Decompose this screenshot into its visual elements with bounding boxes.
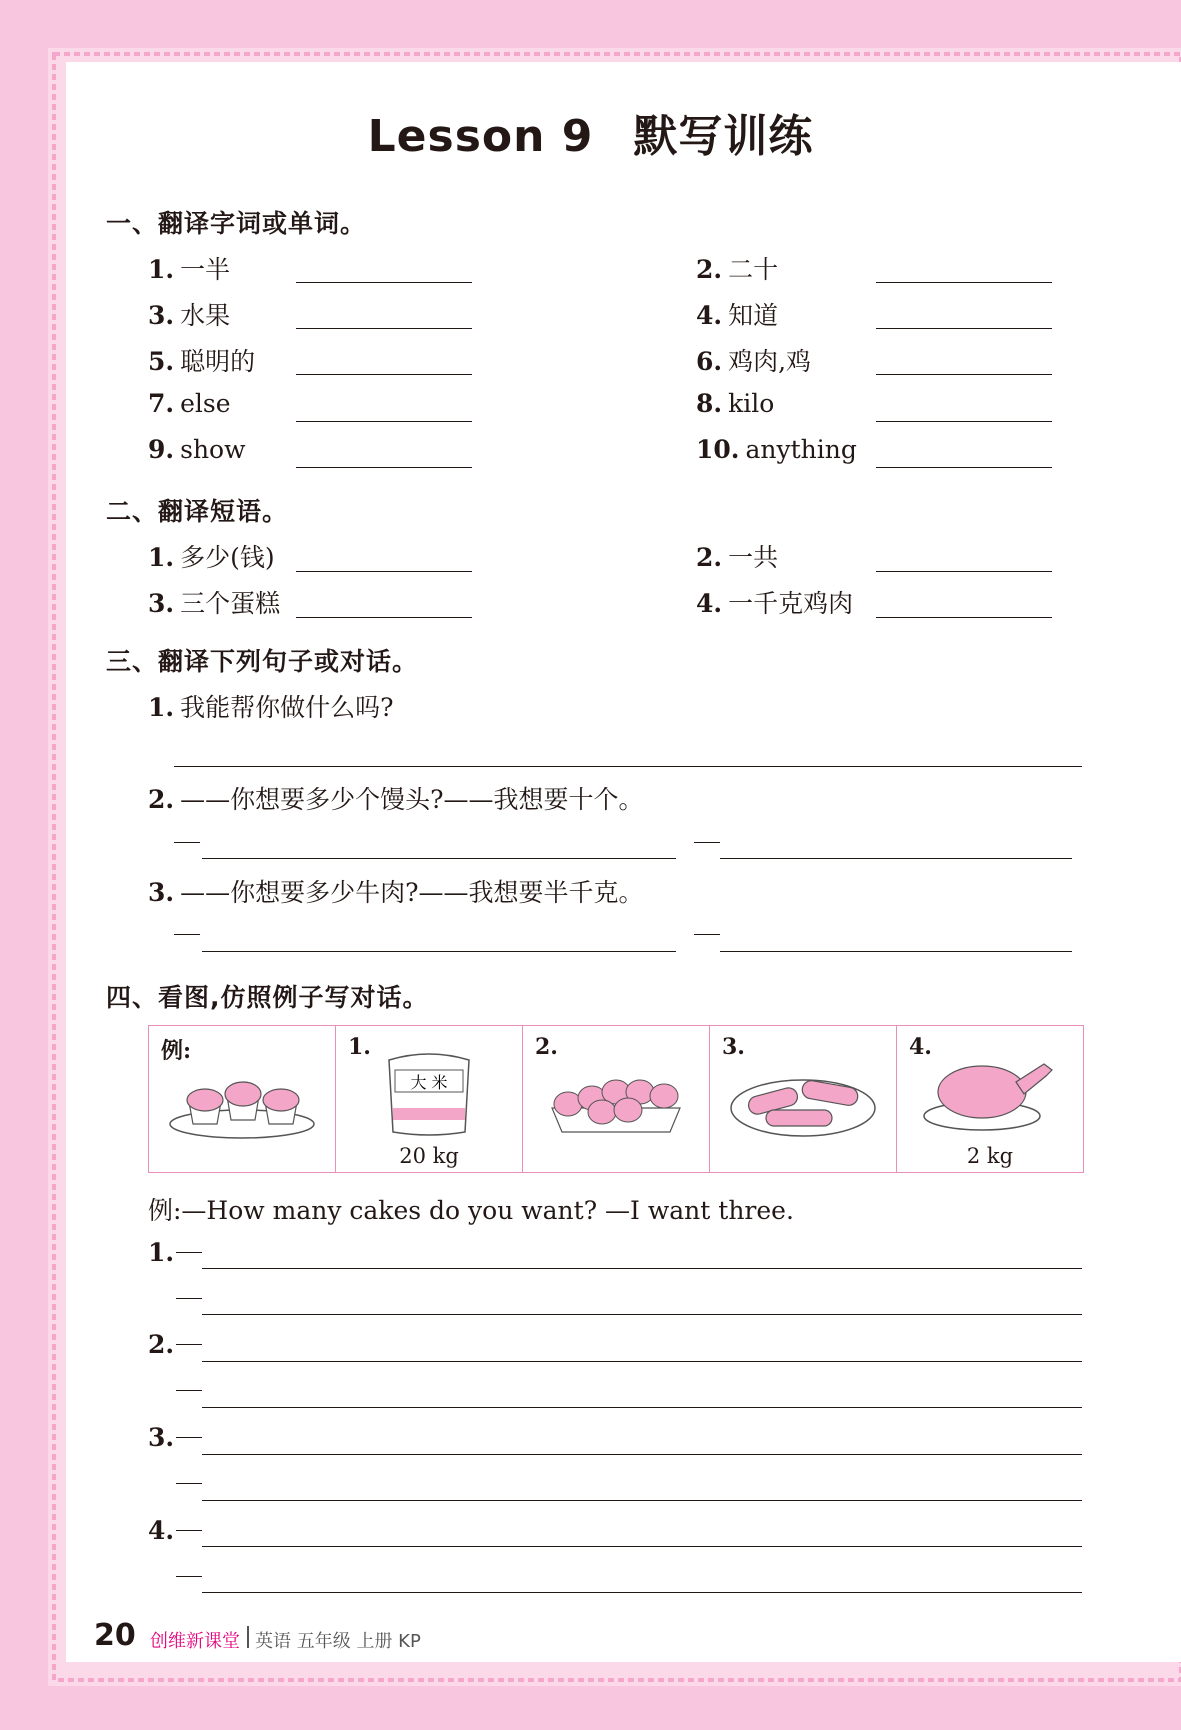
- s3-dash: [694, 934, 720, 935]
- picture-label: 4.: [909, 1034, 932, 1060]
- s4-dash: [176, 1530, 202, 1531]
- lesson-number: Lesson 9: [367, 111, 594, 162]
- book-info: 英语 五年级 上册 KP: [255, 1631, 421, 1652]
- s1-answer-8[interactable]: [876, 421, 1052, 422]
- picture-cell-example: [149, 1026, 335, 1172]
- s2-item-3: 3. 三个蛋糕: [148, 589, 281, 618]
- s4-dash: [176, 1483, 202, 1484]
- s4-dash: [176, 1252, 202, 1253]
- brand-name: 创维新课堂: [150, 1631, 240, 1652]
- picture-label: 2.: [535, 1034, 558, 1060]
- s3-item-1: 1. 我能帮你做什么吗?: [148, 693, 394, 722]
- s4-answer-4a[interactable]: [202, 1546, 1082, 1547]
- s4-answer-label: 4.: [148, 1516, 175, 1545]
- picture-label: 1.: [348, 1034, 371, 1060]
- page-title: [0, 100, 1181, 164]
- s2-item-1: 1. 多少(钱): [148, 543, 275, 572]
- s4-answer-2a[interactable]: [202, 1361, 1082, 1362]
- s3-answer-2b[interactable]: [720, 858, 1072, 859]
- picture-cell-2: [522, 1026, 709, 1172]
- s1-answer-10[interactable]: [876, 467, 1052, 468]
- s1-item-8: 8. kilo: [696, 389, 775, 418]
- s4-answer-2b[interactable]: [202, 1407, 1082, 1408]
- s1-answer-7[interactable]: [296, 421, 472, 422]
- example-dialogue: 例:—How many cakes do you want? —I want three.: [148, 1196, 794, 1225]
- s4-dash: [176, 1437, 202, 1438]
- s1-answer-9[interactable]: [296, 467, 472, 468]
- s2-answer-3[interactable]: [296, 617, 472, 618]
- cupcakes-icon: [167, 1062, 317, 1142]
- s1-answer-1[interactable]: [296, 282, 472, 283]
- picture-label: 例:: [161, 1038, 192, 1064]
- section3-heading: 三、翻译下列句子或对话。: [106, 647, 419, 676]
- s1-item-9: 9. show: [148, 435, 246, 464]
- s2-answer-4[interactable]: [876, 617, 1052, 618]
- s3-dash: [174, 842, 200, 843]
- page-number: 20: [94, 1618, 136, 1653]
- s4-answer-label: 2.: [148, 1330, 175, 1359]
- s1-answer-6[interactable]: [876, 374, 1052, 375]
- s4-answer-label: 3.: [148, 1423, 175, 1452]
- picture-cell-4: [896, 1026, 1083, 1172]
- picture-caption: 2 kg: [966, 1144, 1014, 1168]
- bread-plate-icon: [728, 1062, 878, 1142]
- s3-answer-2a[interactable]: [202, 858, 676, 859]
- picture-strip: [148, 1025, 1084, 1173]
- s3-dash: [694, 842, 720, 843]
- s4-dash: [176, 1390, 202, 1391]
- s1-answer-2[interactable]: [876, 282, 1052, 283]
- rice-bag-icon: [379, 1048, 479, 1138]
- section4-heading: 四、看图,仿照例子写对话。: [106, 983, 429, 1012]
- section1-heading: 一、翻译字词或单词。: [106, 209, 367, 238]
- s2-item-2: 2. 一共: [696, 543, 779, 572]
- s1-answer-4[interactable]: [876, 328, 1052, 329]
- footer-divider: [247, 1626, 249, 1648]
- s3-item-2: 2. ——你想要多少个馒头?——我想要十个。: [148, 785, 644, 814]
- s2-answer-2[interactable]: [876, 571, 1052, 572]
- s1-item-10: 10. anything: [696, 435, 857, 464]
- s1-item-7: 7. else: [148, 389, 231, 418]
- s4-answer-1b[interactable]: [202, 1314, 1082, 1315]
- s3-dash: [174, 934, 200, 935]
- section2-heading: 二、翻译短语。: [106, 497, 289, 526]
- worksheet-page: [66, 62, 1181, 1662]
- s4-dash: [176, 1344, 202, 1345]
- picture-label: 3.: [722, 1034, 745, 1060]
- s2-item-4: 4. 一千克鸡肉: [696, 589, 854, 618]
- s3-answer-3a[interactable]: [202, 951, 676, 952]
- s4-answer-1a[interactable]: [202, 1268, 1082, 1269]
- s4-answer-label: 1.: [148, 1238, 175, 1267]
- s2-answer-1[interactable]: [296, 571, 472, 572]
- s3-item-3: 3. ——你想要多少牛肉?——我想要半千克。: [148, 878, 644, 907]
- picture-caption: 20 kg: [399, 1144, 459, 1168]
- svg-text:大 米: 大 米: [410, 1073, 448, 1092]
- s4-answer-4b[interactable]: [202, 1592, 1082, 1593]
- roast-chicken-icon: [920, 1054, 1060, 1134]
- s1-item-6: 6. 鸡肉,鸡: [696, 347, 812, 376]
- picture-cell-1: [335, 1026, 522, 1172]
- s4-answer-3b[interactable]: [202, 1500, 1082, 1501]
- s4-answer-3a[interactable]: [202, 1454, 1082, 1455]
- eggs-icon: [546, 1062, 686, 1142]
- s1-item-3: 3. 水果: [148, 301, 231, 330]
- s4-dash: [176, 1298, 202, 1299]
- s1-answer-5[interactable]: [296, 374, 472, 375]
- s3-answer-3b[interactable]: [720, 951, 1072, 952]
- lesson-subtitle: 默写训练: [633, 111, 814, 162]
- picture-cell-3: [709, 1026, 896, 1172]
- s1-item-4: 4. 知道: [696, 301, 779, 330]
- s1-item-1: 1. 一半: [148, 255, 231, 284]
- s4-dash: [176, 1576, 202, 1577]
- s1-item-2: 2. 二十: [696, 255, 779, 284]
- s3-answer-1[interactable]: [174, 766, 1082, 767]
- s1-item-5: 5. 聪明的: [148, 347, 256, 376]
- s1-answer-3[interactable]: [296, 328, 472, 329]
